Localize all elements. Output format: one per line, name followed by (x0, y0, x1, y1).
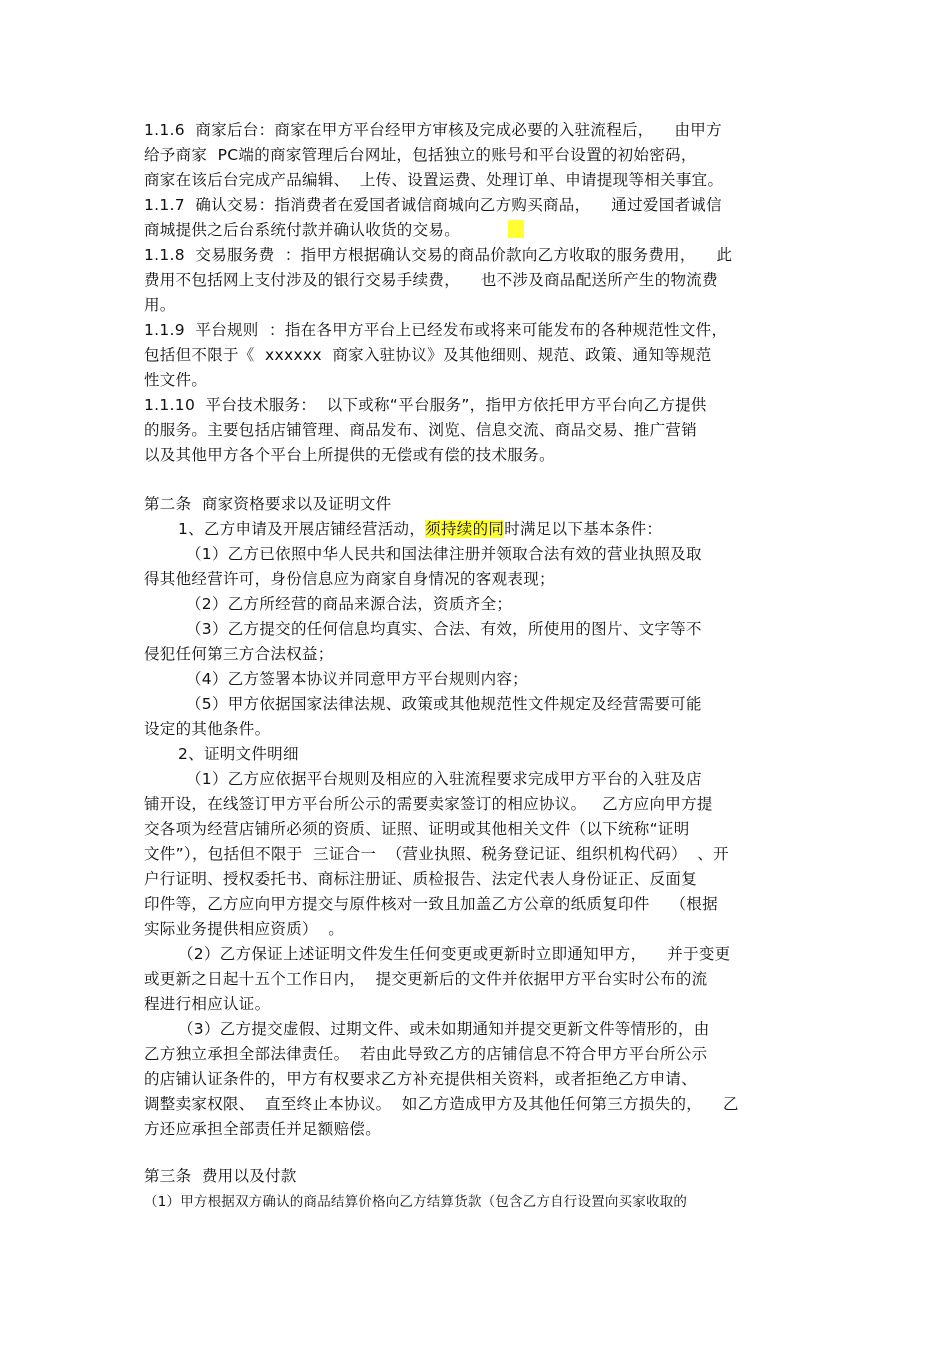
text-line: 调整卖家权限、 直至终止本协议。 如乙方造成甲方及其他任何第三方损失的， 乙 (144, 1095, 739, 1113)
text-line: 实际业务提供相应资质） 。 (144, 920, 345, 938)
text-line: 性文件。 (144, 371, 208, 389)
text-line: 1.1.6 商家后台：商家在甲方平台经甲方审核及完成必要的入驻流程后， 由甲方 (144, 121, 722, 139)
text-line: （1）甲方根据双方确认的商品结算价格向乙方结算货款（包含乙方自行设置向买家收取的 (144, 1194, 688, 1210)
text-line: （1）乙方应依据平台规则及相应的入驻流程要求完成甲方平台的入驻及店 (186, 770, 702, 788)
text-line: 以及其他甲方各个平台上所提供的无偿或有偿的技术服务。 (144, 446, 555, 464)
section-heading: 第三条 费用以及付款 (144, 1167, 297, 1185)
text-line: 费用不包括网上支付涉及的银行交易手续费， 也不涉及商品配送所产生的物流费 (144, 271, 718, 289)
text-line: 商家在该后台完成产品编辑、 上传、设置运费、处理订单、申请提现等相关事宜。 (144, 171, 724, 189)
text-line: （1）乙方已依照中华人民共和国法律注册并领取合法有效的营业执照及取 (186, 545, 702, 563)
text-line: 印件等，乙方应向甲方提交与原件核对一致且加盖乙方公章的纸质复印件 （根据 (144, 895, 718, 913)
text-line: 1.1.10 平台技术服务： 以下或称“平台服务”，指甲方依托甲方平台向乙方提供 (144, 396, 707, 414)
text-line: 用。 (144, 296, 176, 314)
text-line: 户行证明、授权委托书、商标注册证、质检报告、法定代表人身份证正、反面复 (144, 870, 698, 888)
text-line: 文件”），包括但不限于 三证合一 （营业执照、税务登记证、组织机构代码） 、开 (144, 845, 729, 863)
text-line: （2）乙方保证上述证明文件发生任何变更或更新时立即通知甲方， 并于变更 (178, 945, 731, 963)
highlighted-text: 须持续的同 (425, 520, 505, 538)
text-line: 的服务。主要包括店铺管理、商品发布、浏览、信息交流、商品交易、推广营销 (144, 421, 698, 439)
text-line: 1.1.8 交易服务费 ：指甲方根据确认交易的商品价款向乙方收取的服务费用， 此 (144, 246, 733, 264)
text-line: （3）乙方提交的任何信息均真实、合法、有效，所使用的图片、文字等不 (186, 620, 702, 638)
text-line: 程进行相应认证。 (144, 995, 271, 1013)
text-line: 1.1.9 平台规则 ：指在各甲方平台上已经发布或将来可能发布的各种规范性文件， (144, 321, 728, 339)
text-line: 侵犯任何第三方合法权益； (144, 645, 334, 663)
text-line: 方还应承担全部责任并足额赔偿。 (144, 1120, 382, 1138)
text-line: 铺开设，在线签订甲方平台所公示的需要卖家签订的相应协议。 乙方应向甲方提 (144, 795, 713, 813)
text-line: 给予商家 PC端的商家管理后台网址，包括独立的账号和平台设置的初始密码， (144, 146, 697, 164)
highlight-mark (508, 220, 524, 238)
text-line: 包括但不限于《 xxxxxx 商家入驻协议》及其他细则、规范、政策、通知等规范 (144, 346, 712, 364)
text-line: （5）甲方依据国家法律法规、政策或其他规范性文件规定及经营需要可能 (186, 695, 702, 713)
section-heading: 第二条 商家资格要求以及证明文件 (144, 495, 392, 513)
text-line (178, 519, 662, 539)
text-line: 乙方独立承担全部法律责任。 若由此导致乙方的店铺信息不符合甲方平台所公示 (144, 1045, 708, 1063)
text-line: 的店铺认证条件的，甲方有权要求乙方补充提供相关资料，或者拒绝乙方申请、 (144, 1070, 698, 1088)
text-line: （4）乙方签署本协议并同意甲方平台规则内容； (186, 670, 528, 688)
text-line: 得其他经营许可，身份信息应为商家自身情况的客观表现； (144, 570, 555, 588)
text-line: （3）乙方提交虚假、过期文件、或未如期通知并提交更新文件等情形的，由 (178, 1020, 710, 1038)
text-line: 商城提供之后台系统付款并确认收货的交易。 (144, 221, 461, 239)
text-line: 2、证明文件明细 (178, 745, 299, 763)
text-span: 1、乙方申请及开展店铺经营活动， (178, 520, 426, 538)
text-line: （2）乙方所经营的商品来源合法，资质齐全； (186, 595, 513, 613)
text-line: 交各项为经营店铺所必须的资质、证照、证明或其他相关文件（以下统称“证明 (144, 820, 690, 838)
text-span: 时满足以下基本条件： (504, 520, 663, 538)
text-line: 1.1.7 确认交易：指消费者在爱国者诚信商城向乙方购买商品， 通过爱国者诚信 (144, 196, 722, 214)
text-line: 设定的其他条件。 (144, 720, 271, 738)
text-line: 或更新之日起十五个工作日内， 提交更新后的文件并依据甲方平台实时公布的流 (144, 970, 708, 988)
